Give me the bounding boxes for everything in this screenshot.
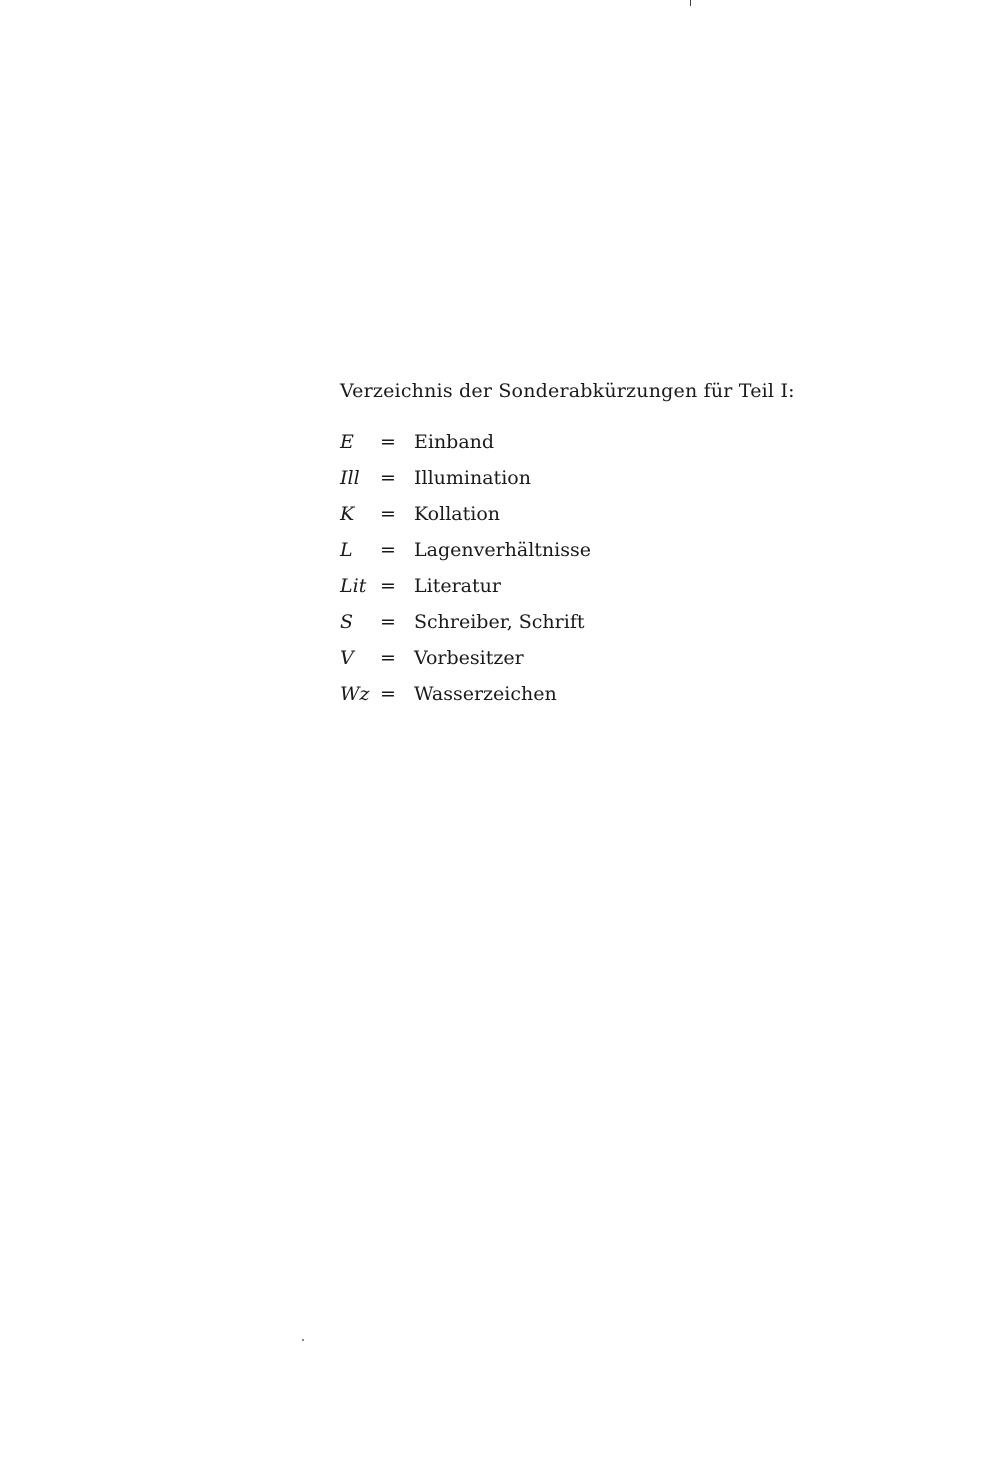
scan-speck	[302, 1339, 304, 1341]
abbreviation-meaning: Wasserzeichen	[414, 683, 557, 705]
abbreviation-meaning: Vorbesitzer	[414, 647, 524, 669]
scan-mark	[690, 0, 691, 6]
list-item	[340, 568, 591, 604]
equals-sign: =	[380, 647, 396, 669]
list-item	[340, 496, 591, 532]
abbreviation-meaning: Lagenverhältnisse	[414, 539, 591, 561]
page-heading: Verzeichnis der Sonderabkürzungen für Teil I:	[340, 380, 795, 402]
abbreviation: Wz	[340, 683, 370, 705]
abbreviation: S	[340, 611, 354, 633]
list-item	[340, 532, 591, 568]
abbreviation: Lit	[340, 575, 367, 597]
abbreviation: V	[340, 647, 354, 669]
list-item	[340, 604, 591, 640]
abbreviation: L	[340, 539, 353, 561]
equals-sign: =	[380, 683, 396, 705]
abbreviation-meaning: Literatur	[414, 575, 501, 597]
abbreviation-meaning: Illumination	[414, 467, 531, 489]
equals-sign: =	[380, 539, 396, 561]
abbreviation: Ill	[340, 467, 360, 489]
equals-sign: =	[380, 611, 396, 633]
list-item	[340, 424, 591, 460]
abbreviation-meaning: Einband	[414, 431, 495, 453]
equals-sign: =	[380, 467, 396, 489]
abbreviation-list	[340, 424, 591, 712]
equals-sign: =	[380, 503, 396, 525]
abbreviation-meaning: Schreiber, Schrift	[414, 611, 585, 633]
list-item	[340, 676, 591, 712]
list-item	[340, 640, 591, 676]
abbreviation: E	[340, 431, 354, 453]
list-item	[340, 460, 591, 496]
equals-sign: =	[380, 575, 396, 597]
abbreviation: K	[340, 503, 355, 525]
abbreviation-meaning: Kollation	[414, 503, 500, 525]
equals-sign: =	[380, 431, 396, 453]
